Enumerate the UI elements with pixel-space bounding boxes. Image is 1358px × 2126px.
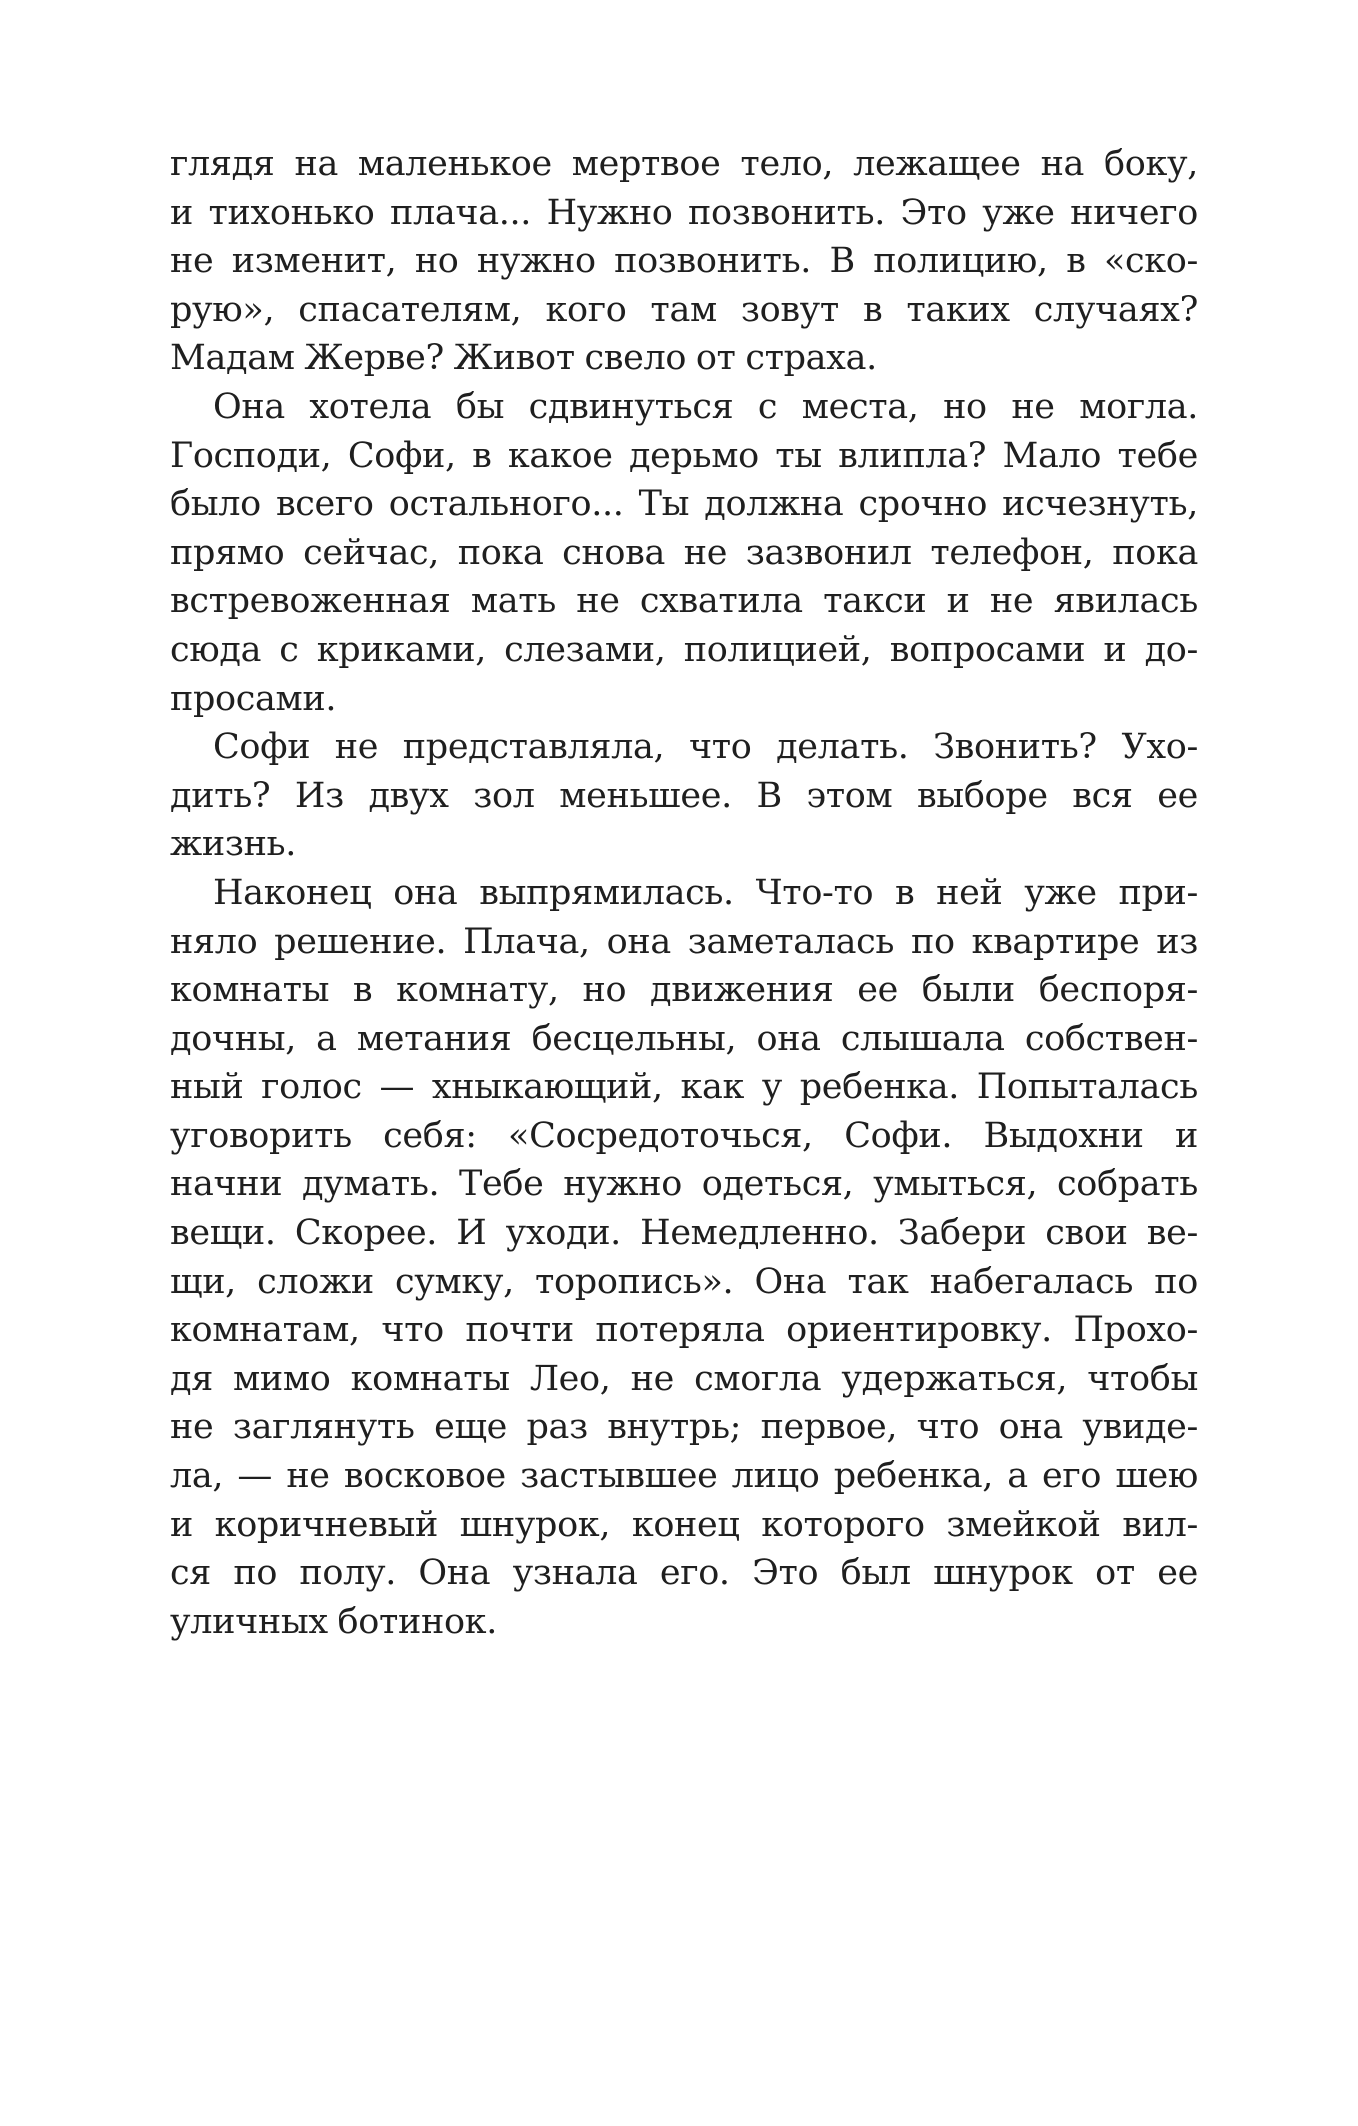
text-line: рую», спасателям, кого там зовут в таких случаях? (170, 289, 1198, 330)
text-line: уличных ботинок. (170, 1601, 497, 1642)
text-line: глядя на маленькое мертвое тело, лежащее на боку, (170, 144, 1198, 184)
text-line: жизнь. (170, 824, 297, 865)
text-line: ся по полу. Она узнала его. Это был шнурок от ее (170, 1553, 1198, 1594)
page-text (170, 140, 1198, 1646)
text-line: уговорить себя: «Сосредоточься, Софи. Выдохни и (170, 1115, 1198, 1156)
text-line: дочны, а метания бесцельны, она слышала собствен- (170, 1018, 1198, 1059)
text-line: не заглянуть еще раз внутрь; первое, что она увиде- (170, 1407, 1198, 1448)
text-line: встревоженная мать не схватила такси и не явилась (170, 581, 1198, 622)
text-line: дя мимо комнаты Лео, не смогла удержаться, чтобы (170, 1358, 1198, 1399)
text-line: и коричневый шнурок, конец которого змейкой вил- (170, 1504, 1198, 1545)
text-line: начни думать. Тебе нужно одеться, умыться, собрать (170, 1164, 1198, 1205)
text-line: Господи, Софи, в какое дерьмо ты влипла? Мало тебе (170, 435, 1198, 476)
text-line: не изменит, но нужно позвонить. В полицию, в «ско- (170, 241, 1198, 282)
text-line: дить? Из двух зол меньшее. В этом выборе вся ее (170, 775, 1198, 816)
text-line: няло решение. Плача, она заметалась по квартире из (170, 921, 1198, 962)
text-line: просами. (170, 678, 337, 719)
text-line: Она хотела бы сдвинуться с места, но не могла. (213, 386, 1198, 427)
paragraph (170, 869, 1198, 1647)
paragraph (170, 723, 1198, 869)
text-line: Наконец она выпрямилась. Что-то в ней уже при- (213, 872, 1198, 913)
paragraph (170, 140, 1198, 383)
text-line: щи, сложи сумку, торопись». Она так набегалась по (170, 1261, 1198, 1302)
text-line: было всего остального... Ты должна срочно исчезнуть, (170, 484, 1198, 525)
text-line: ла, — не восковое застывшее лицо ребенка, а его шею (170, 1456, 1198, 1497)
text-line: комнаты в комнату, но движения ее были беспоря- (170, 970, 1198, 1011)
text-line: Мадам Жерве? Живот свело от страха. (170, 338, 877, 379)
text-line: сюда с криками, слезами, полицией, вопросами и до- (170, 629, 1198, 670)
text-line: прямо сейчас, пока снова не зазвонил телефон, пока (170, 532, 1198, 573)
paragraph (170, 383, 1198, 723)
text-line: вещи. Скорее. И уходи. Немедленно. Забери свои ве- (170, 1213, 1198, 1254)
text-line: Софи не представляла, что делать. Звонить? Ухо- (213, 727, 1198, 768)
text-line: и тихонько плача... Нужно позвонить. Это уже ничего (170, 192, 1198, 233)
text-line: комнатам, что почти потеряла ориентировку. Прохо- (170, 1310, 1198, 1351)
text-line: ный голос — хныкающий, как у ребенка. Попыталась (170, 1067, 1198, 1108)
